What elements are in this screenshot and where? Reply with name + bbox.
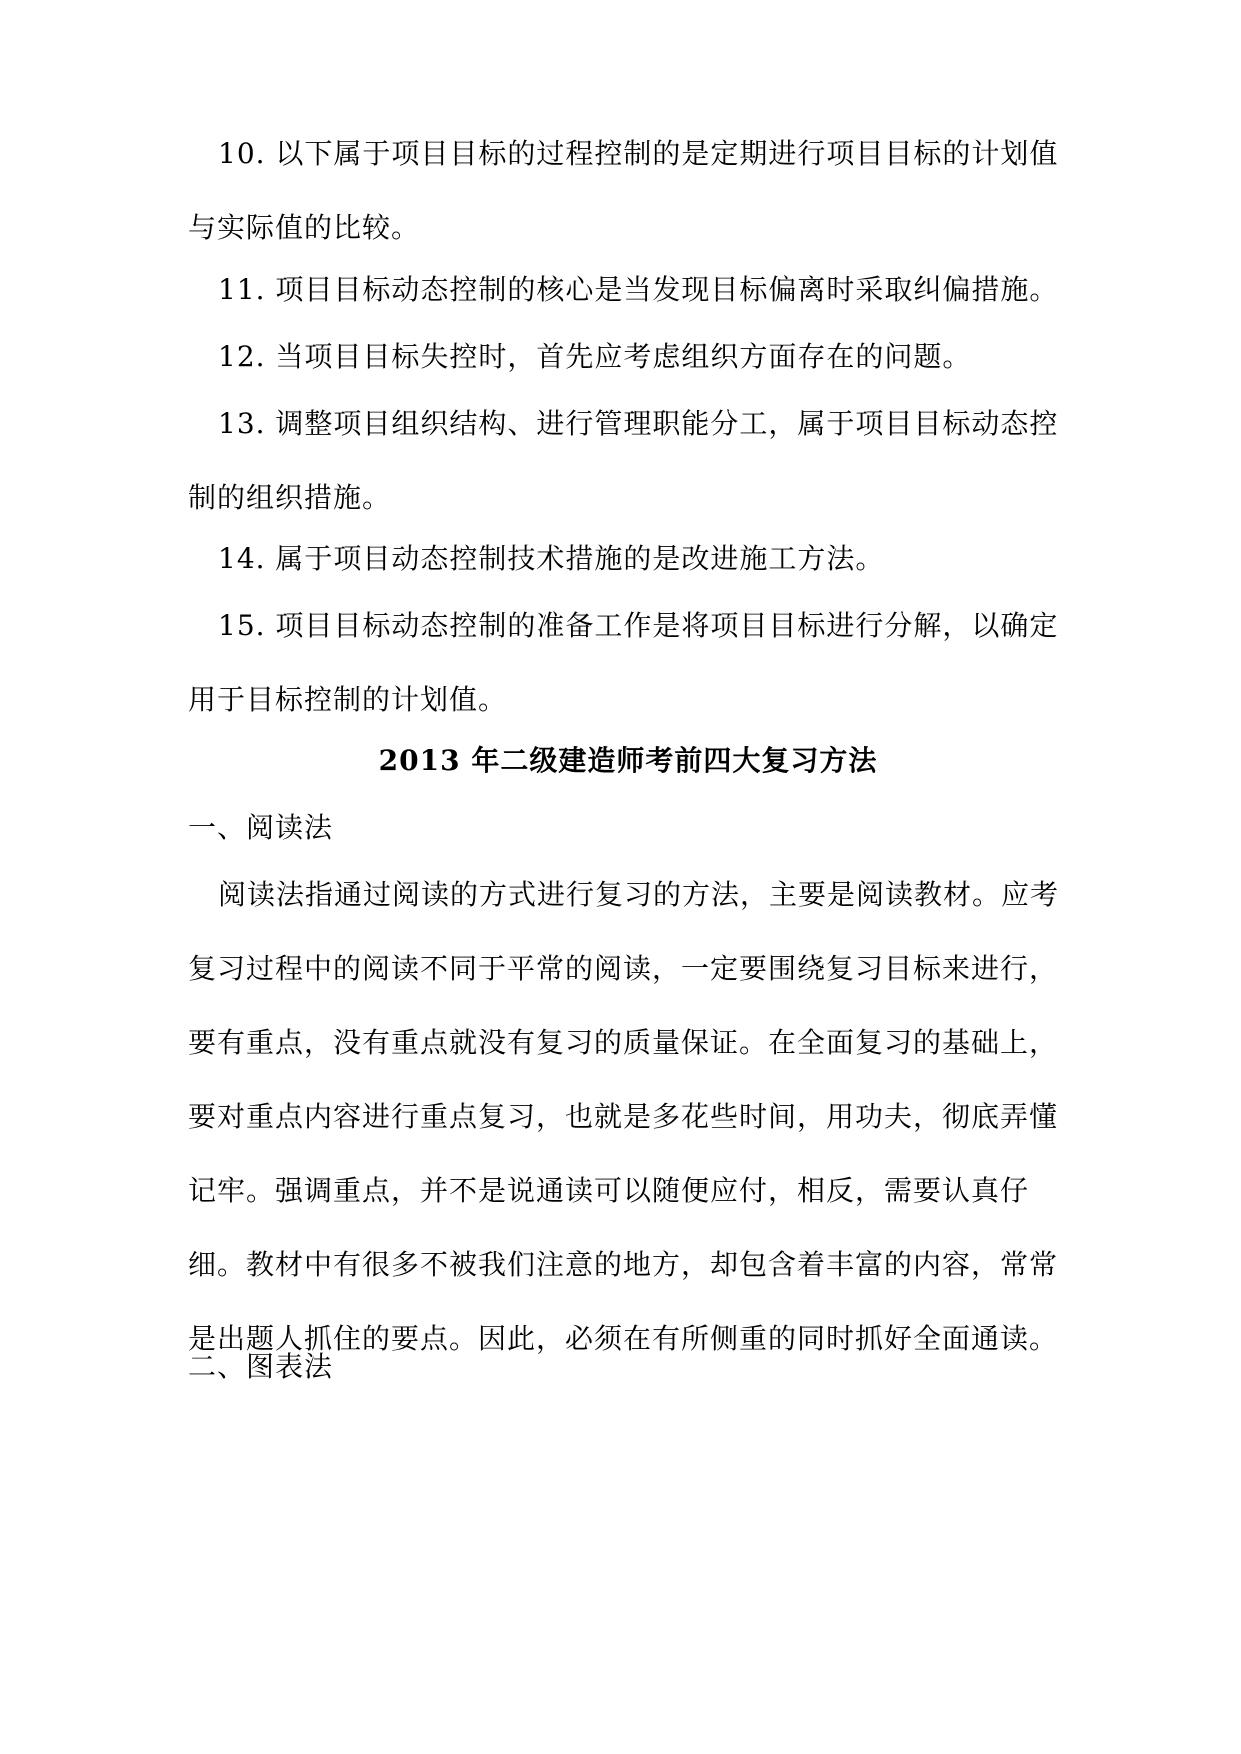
item-12: 12. 当项目目标失控时，首先应考虑组织方面存在的问题。 — [218, 340, 972, 373]
item-15: 15. 项目目标动态控制的准备工作是将项目目标进行分解，以确定用于目标控制的计划值。 — [188, 609, 1059, 716]
item-13: 13. 调整项目组织结构、进行管理职能分工，属于项目目标动态控制的组织措施。 — [188, 407, 1059, 514]
section-title-chart: 二、图表法 — [188, 1350, 334, 1383]
reading-method-body: 阅读法指通过阅读的方式进行复习的方法，主要是阅读教材。应考复习过程中的阅读不同于平常的阅读，一定要围绕复习目标来进行，要有重点，没有重点就没有复习的质量保证。在全面复习的基础上，要对重点内容进行重点复习，也就是多花些时间，用功夫，彻底弄懂记牢。强调重点，并不是说通读可以随便应付，相反，需要认真仔细。教材中有很多不被我们注意的地方，却包含着丰富的内容，常常是出题人抓住的要点。因此，必须在有所侧重的同时抓好全面通读。 — [188, 878, 1060, 1355]
section-title-reading: 一、阅读法 — [188, 811, 334, 844]
section-heading: 2013 年二级建造师考前四大复习方法 — [378, 744, 878, 777]
item-10: 10. 以下属于项目目标的过程控制的是定期进行项目目标的计划值与实际值的比较。 — [188, 137, 1059, 244]
item-11: 11. 项目目标动态控制的核心是当发现目标偏离时采取纠偏措施。 — [218, 273, 1059, 306]
item-14: 14. 属于项目动态控制技术措施的是改进施工方法。 — [218, 542, 885, 575]
